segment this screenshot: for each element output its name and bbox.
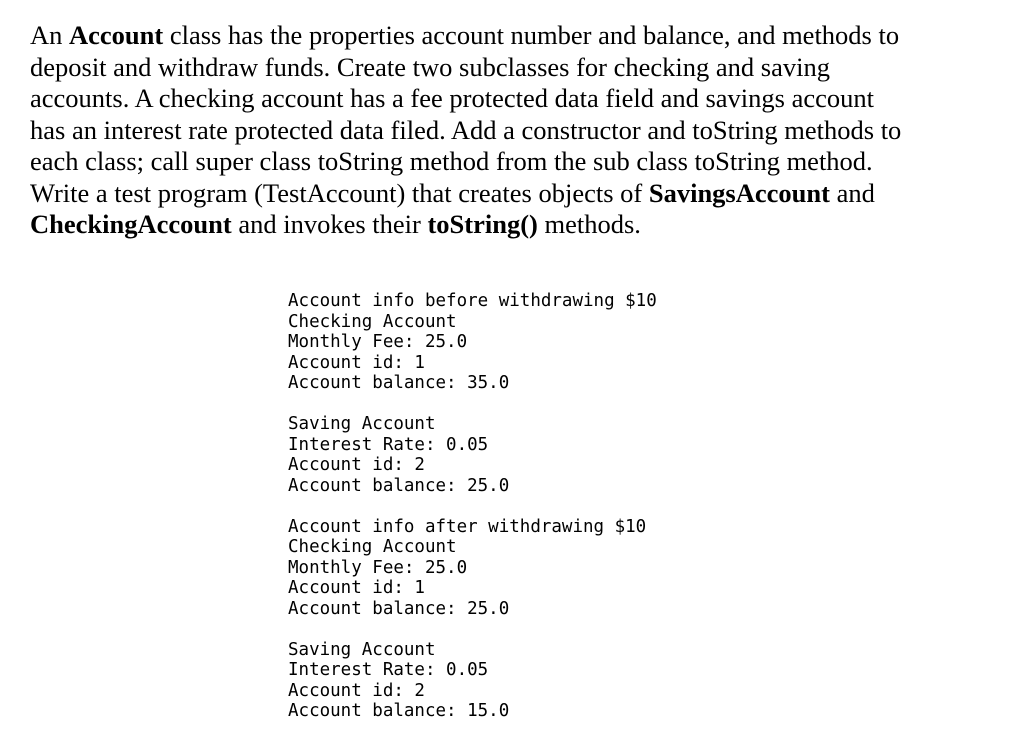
output-spacer	[288, 394, 657, 415]
output-line: Checking Account	[288, 537, 457, 557]
prompt-line	[30, 52, 1005, 84]
prompt-keyword-savings-account: SavingsAccount	[648, 177, 830, 208]
output-line: Checking Account	[288, 311, 457, 332]
console-output	[288, 291, 657, 722]
prompt-line	[30, 146, 1005, 178]
output-line: Account balance: 15.0	[288, 701, 510, 721]
prompt-line	[30, 83, 1005, 115]
prompt-line	[30, 178, 1005, 210]
output-line: Monthly Fee: 25.0	[288, 557, 468, 578]
output-block-before-saving	[288, 414, 657, 496]
prompt-text: deposit and withdraw funds. Create two subclasses for checking and saving	[30, 51, 830, 82]
output-spacer	[288, 496, 657, 517]
prompt-text: An	[30, 20, 70, 50]
output-block-after-saving	[288, 640, 657, 722]
output-line: Monthly Fee: 25.0	[288, 332, 468, 352]
prompt-line	[30, 115, 1005, 147]
prompt-line	[30, 20, 1005, 52]
prompt-text: class has the properties account number and balance, and methods to	[163, 20, 900, 50]
prompt-text: methods.	[537, 209, 641, 239]
output-line: Saving Account	[288, 414, 436, 434]
output-line: Account id: 2	[288, 680, 425, 701]
prompt-keyword-checking-account: CheckingAccount	[30, 209, 232, 239]
output-line: Interest Rate: 0.05	[288, 434, 489, 455]
output-block-after-checking	[288, 517, 657, 620]
prompt-text: and	[829, 177, 875, 208]
output-line: Account id: 2	[288, 455, 425, 475]
prompt-keyword-tostring: toString()	[427, 209, 538, 239]
prompt-text: accounts. A checking account has a fee protected data field and savings account	[30, 83, 874, 113]
prompt-text: each class; call super class toString method from the sub class toString method.	[30, 146, 873, 176]
prompt-line	[30, 209, 1005, 241]
output-line: Account info after withdrawing $10	[288, 516, 647, 537]
assignment-prompt	[30, 20, 1005, 241]
output-line: Interest Rate: 0.05	[288, 660, 489, 680]
prompt-text: and invokes their	[231, 209, 428, 239]
output-line: Saving Account	[288, 639, 436, 660]
output-line: Account balance: 35.0	[288, 373, 510, 393]
output-line: Account info before withdrawing $10	[288, 291, 657, 311]
output-line: Account id: 1	[288, 352, 425, 373]
output-line: Account id: 1	[288, 578, 425, 598]
output-line: Account balance: 25.0	[288, 598, 510, 619]
output-block-before-checking	[288, 291, 657, 394]
output-spacer	[288, 619, 657, 640]
prompt-keyword-account: Account	[69, 20, 164, 50]
prompt-text: has an interest rate protected data filed. Add a constructor and toString methods to	[30, 114, 902, 145]
prompt-text: Write a test program (TestAccount) that creates objects of	[30, 177, 649, 208]
output-line: Account balance: 25.0	[288, 475, 510, 496]
